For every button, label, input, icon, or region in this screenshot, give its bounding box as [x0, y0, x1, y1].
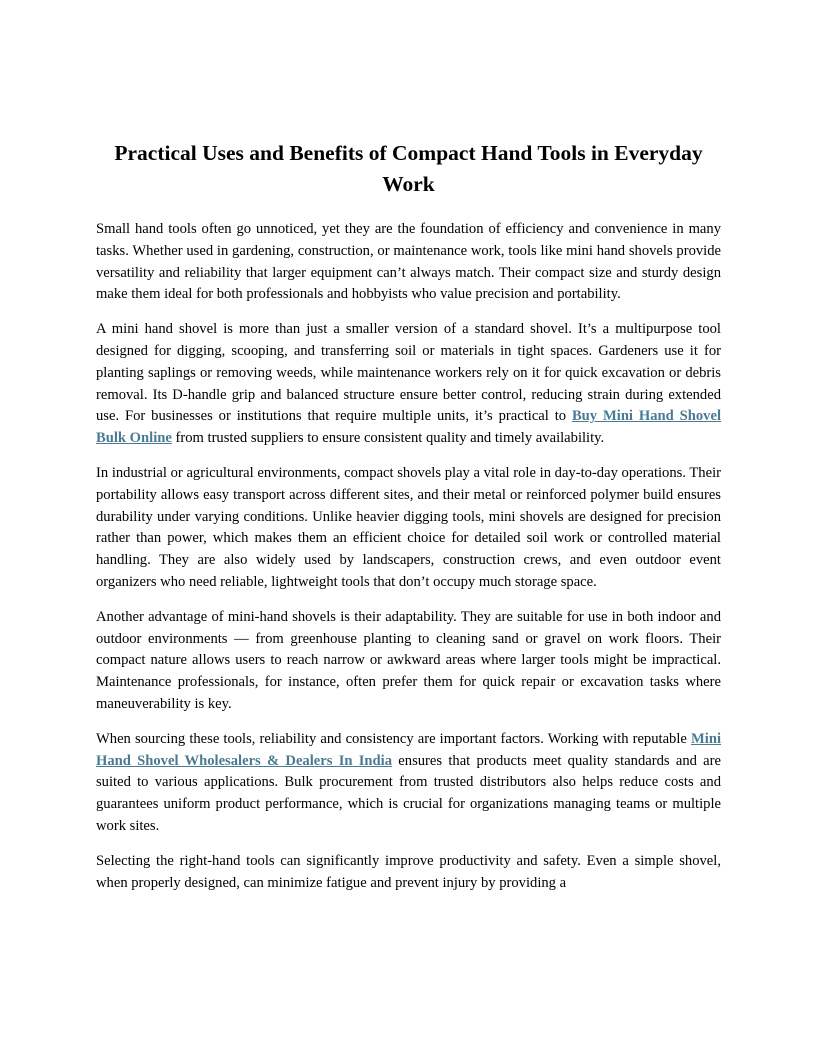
buy-mini-hand-shovel-bulk-link[interactable]: Buy Mini Hand Shovel Bulk Online [96, 408, 721, 447]
paragraph-industrial: In industrial or agricultural environments, compact shovels play a vital role in day-to-day operations. Their portability allows easy transport across different sites, and their metal or reinforced polymer build ensures durability under varying conditions. Unlike heavier digging tools, mini shovels are designed for precision rather than power, which makes them an efficient choice for detailed soil work or controlled material handling. They are also widely used by landscapers, construction crews, and even outdoor event organizers who need reliable, lightweight tools that don’t occupy much storage space. [96, 464, 721, 590]
document-page [96, 138, 721, 907]
paragraph-intro: Small hand tools often go unnoticed, yet they are the foundation of efficiency and convenience in many tasks. Whether used in gardening, construction, or maintenance work, tools like mini hand shovels provide versatility and reliability that larger equipment can’t always match. Their compact size and sturdy design make them ideal for both professionals and hobbyists who value precision and portability. [96, 221, 721, 303]
paragraph-adaptability: Another advantage of mini-hand shovels is their adaptability. They are suitable for use in both indoor and outdoor environments — from greenhouse planting to cleaning sand or gravel on work floors. Their compact nature allows users to reach narrow or awkward areas where larger tools might be impractical. Maintenance professionals, for instance, often prefer them for quick repair or excavation tasks where maneuverability is key. [96, 608, 721, 712]
paragraph-text: When sourcing these tools, reliability and consistency are important factors. Working with reputable [96, 730, 691, 747]
wholesalers-dealers-link[interactable]: Mini Hand Shovel Wholesalers & Dealers In India [96, 730, 721, 769]
paragraph-text: A mini hand shovel is more than just a smaller version of a standard shovel. It’s a multipurpose tool designed for digging, scooping, and transferring soil or materials in tight spaces. Gardeners use it for planting saplings or removing weeds, while maintenance workers rely on it for quick excavation or debris removal. Its D-handle grip and balanced structure ensure better control, reducing strain during extended use. For businesses or institutions that require multiple units, it’s practical to [96, 321, 721, 425]
paragraph-text: ensures that products meet quality standards and are suited to various applications. Bulk procurement from trusted distributors also helps reduce costs and guarantees uniform product performance, which is crucial for organizations managing teams or multiple work sites. [96, 752, 721, 834]
paragraph-text: from trusted suppliers to ensure consistent quality and timely availability. [171, 430, 605, 447]
document-title: Practical Uses and Benefits of Compact Hand Tools in Everyday Work [114, 141, 703, 196]
paragraph-sourcing [96, 729, 721, 838]
paragraph-selecting: Selecting the right-hand tools can significantly improve productivity and safety. Even a simple shovel, when properly designed, can minimize fatigue and prevent injury by providing a [96, 852, 721, 891]
paragraph-mini-shovel [96, 319, 721, 450]
